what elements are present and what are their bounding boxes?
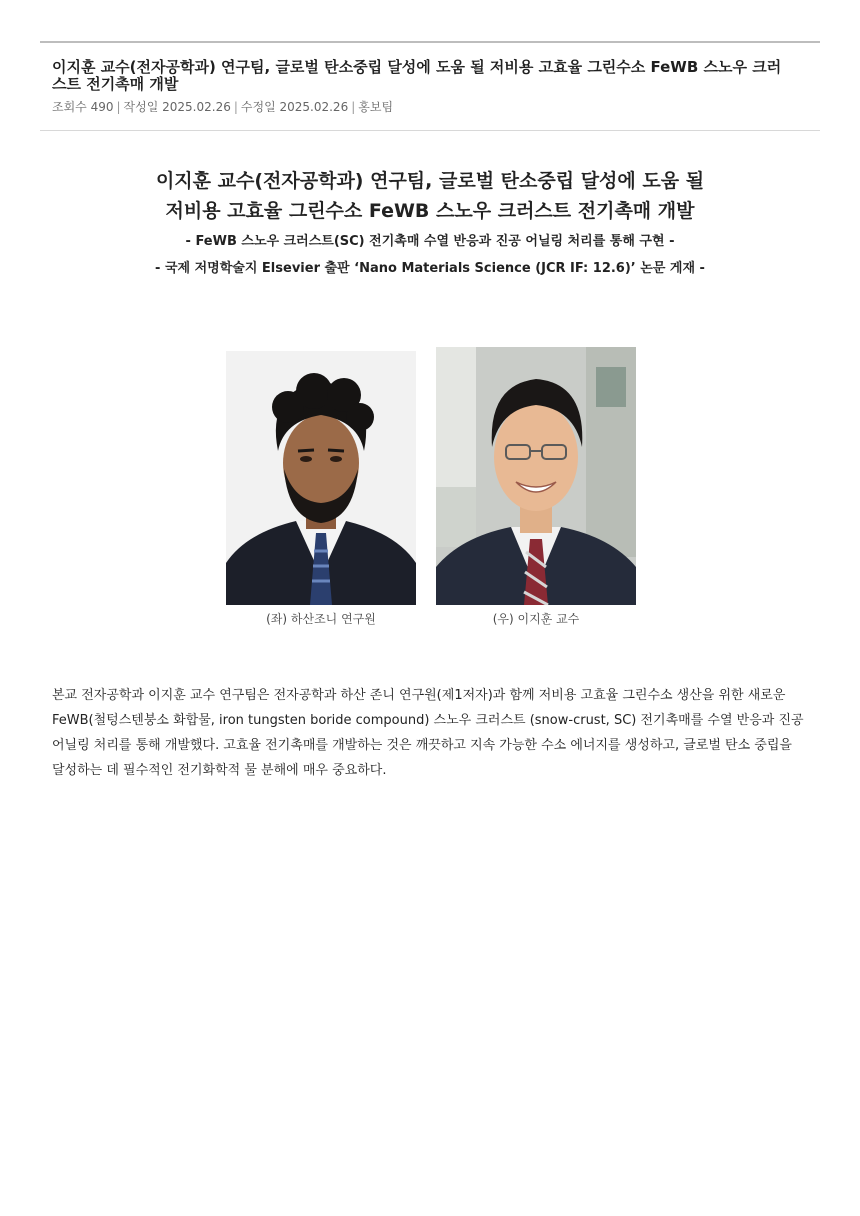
author: 홍보팀	[358, 100, 394, 114]
researcher-photos	[226, 347, 638, 633]
modified-date: 수정일 2025.02.26	[240, 100, 349, 114]
researcher-portrait-left	[226, 351, 416, 605]
meta-separator: |	[233, 100, 238, 114]
researcher-portrait-right	[436, 347, 636, 605]
article-subhead-2: - 국제 저명학술지 Elsevier 출판 ‘Nano Materials Science (JCR IF: 12.6)’ 논문 게재 -	[155, 261, 705, 276]
post-meta	[52, 98, 820, 115]
meta-separator: |	[116, 100, 121, 114]
post-title: 이지훈 교수(전자공학과) 연구팀, 글로벌 탄소중립 달성에 도움 될 저비용 고효율 그린수소 FeWB 스노우 크러스트 전기촉매 개발	[52, 58, 782, 93]
photo-caption-right: (우) 이지훈 교수	[492, 612, 580, 626]
post-header	[40, 41, 820, 131]
article-subhead-1: - FeWB 스노우 크러스트(SC) 전기촉매 수열 반응과 진공 어닐링 처리를 통해 구현 -	[185, 234, 675, 249]
meta-separator: |	[351, 100, 356, 114]
article-heading	[40, 166, 820, 282]
headline-line-2: 저비용 고효율 그린수소 FeWB 스노우 크러스트 전기촉매 개발	[165, 200, 695, 222]
article-headline	[40, 166, 820, 226]
researcher-photo-left	[226, 351, 416, 609]
headline-line-1: 이지훈 교수(전자공학과) 연구팀, 글로벌 탄소중립 달성에 도움 될	[155, 170, 705, 192]
article-body: 본교 전자공학과 이지훈 교수 연구팀은 전자공학과 하산 존니 연구원(제1저자)과 함께 저비용 고효율 그린수소 생산을 위한 새로운 FeWB(철텅스텐붕소 화합물, iron tungsten boride compound) 스노우 크러스트 (snow-crust, SC) 전기촉매를 수열 반응과 진공 어닐링 처리를 통해 개발했다. 고효율 전기촉매를 개발하는 것은 깨끗하고 지속 가능한 수소 에너지를 생성하고, 글로벌 탄소 중립을 달성하는 데 필수적인 전기화학적 물 분해에 매우 중요하다.	[52, 688, 804, 778]
researcher-photo-right	[436, 347, 636, 605]
created-date: 작성일 2025.02.26	[123, 100, 231, 114]
photo-caption-left: (좌) 하산조니 연구원	[266, 612, 376, 626]
view-count: 조회수 490	[52, 100, 114, 114]
